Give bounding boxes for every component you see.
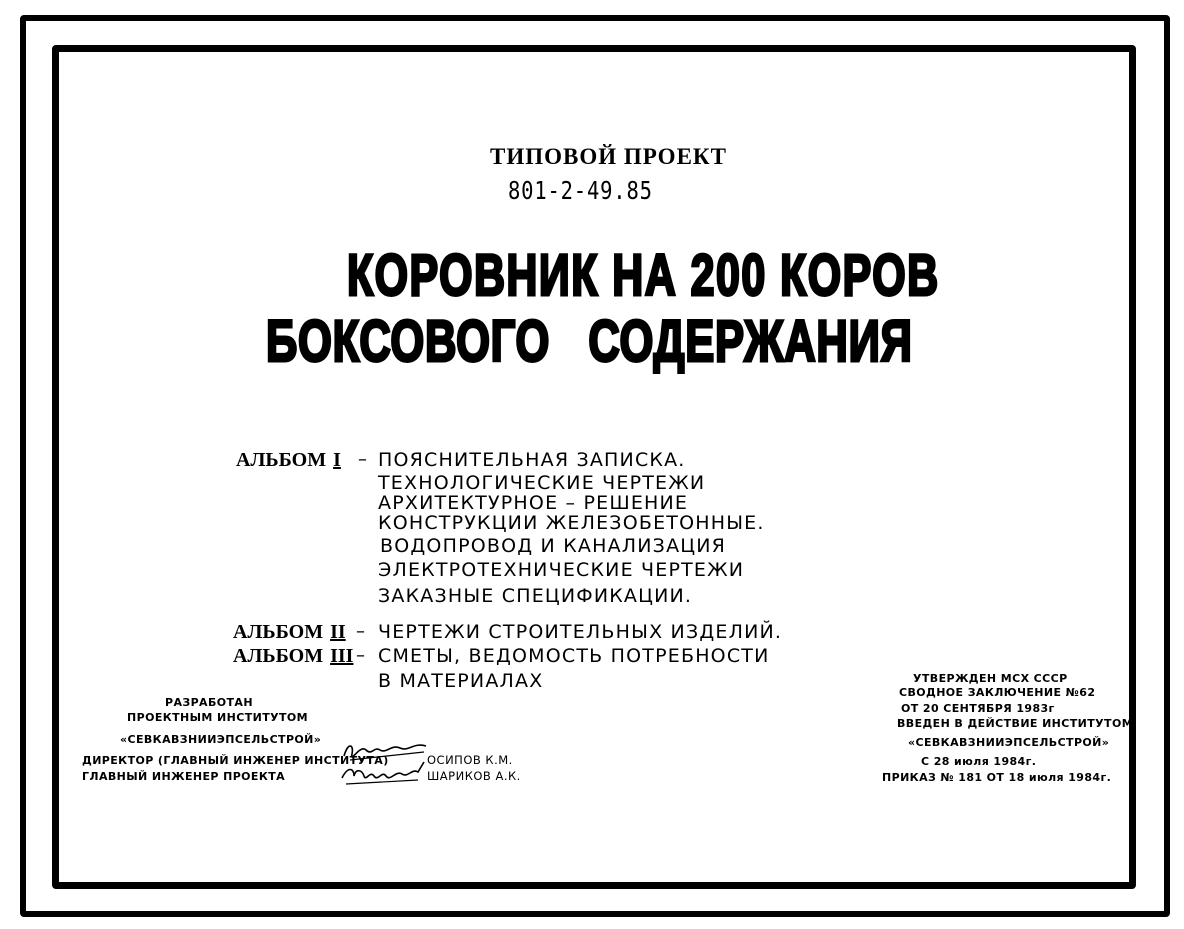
approval-line-2: СВОДНОЕ ЗАКЛЮЧЕНИЕ №62 [899,686,1096,699]
director-name: ОСИПОВ К.М. [427,753,513,767]
album-1-item-5: ВОДОПРОВОД И КАНАЛИЗАЦИЯ [380,535,727,557]
album-3-word: АЛЬБОМ [233,645,324,667]
album-1-item-3: АРХИТЕКТУРНОЕ – РЕШЕНИЕ [378,492,689,514]
album-2-word: АЛЬБОМ [233,621,324,643]
album-1-item-2: ТЕХНОЛОГИЧЕСКИЕ ЧЕРТЕЖИ [378,472,706,494]
album-1-word: АЛЬБОМ [236,449,327,471]
album-1-label [236,449,341,472]
title-line-1: КОРОВНИК НА 200 КОРОВ [347,243,940,308]
album-1-roman: I [333,449,341,471]
album-1-dash: – [358,449,367,470]
album-3-roman: III [330,645,354,667]
approval-line-7: ПРИКАЗ № 181 ОТ 18 июля 1984г. [882,771,1112,784]
approval-line-1: УТВЕРЖДЕН МСХ СССР [913,672,1068,685]
album-1-item-1: ПОЯСНИТЕЛЬНАЯ ЗАПИСКА. [378,449,686,471]
album-2-roman: II [330,621,346,643]
album-1-item-6: ЭЛЕКТРОТЕХНИЧЕСКИЕ ЧЕРТЕЖИ [378,559,745,581]
album-3-item-1: СМЕТЫ, ВЕДОМОСТЬ ПОТРЕБНОСТИ [378,645,770,667]
album-2-label [233,621,346,644]
album-1-item-4: КОНСТРУКЦИИ ЖЕЛЕЗОБЕТОННЫЕ. [378,512,765,534]
director-role: ДИРЕКТОР (ГЛАВНЫЙ ИНЖЕНЕР ИНСТИТУТА) [82,754,389,767]
developer-line-2: ПРОЕКТНЫМ ИНСТИТУТОМ [127,711,308,724]
album-3-dash: – [356,645,365,666]
developer-line-1: РАЗРАБОТАН [165,696,253,709]
approval-line-4: ВВЕДЕН В ДЕЙСТВИЕ ИНСТИТУТОМ [897,717,1134,730]
album-1-item-7: ЗАКАЗНЫЕ СПЕЦИФИКАЦИИ. [378,585,693,607]
signatures-graphic [340,738,430,792]
approval-line-3: ОТ 20 СЕНТЯБРЯ 1983г [901,702,1055,715]
project-number: 801-2-49.85 [508,176,653,205]
album-2-item-1: ЧЕРТЕЖИ СТРОИТЕЛЬНЫХ ИЗДЕЛИЙ. [378,621,783,643]
chief-engineer-role: ГЛАВНЫЙ ИНЖЕНЕР ПРОЕКТА [82,770,286,783]
album-3-item-2: В МАТЕРИАЛАХ [378,670,544,692]
title-line-2: БОКСОВОГО СОДЕРЖАНИЯ [266,309,913,374]
album-3-label [233,645,353,668]
chief-engineer-name: ШАРИКОВ А.К. [427,769,521,783]
developer-line-3: «СЕВКАВЗНИИЭПСЕЛЬСТРОЙ» [120,733,322,746]
album-2-dash: – [356,621,365,642]
project-label: ТИПОВОЙ ПРОЕКТ [490,144,727,169]
approval-line-5: «СЕВКАВЗНИИЭПСЕЛЬСТРОЙ» [908,736,1110,749]
approval-line-6: С 28 июля 1984г. [921,755,1037,768]
